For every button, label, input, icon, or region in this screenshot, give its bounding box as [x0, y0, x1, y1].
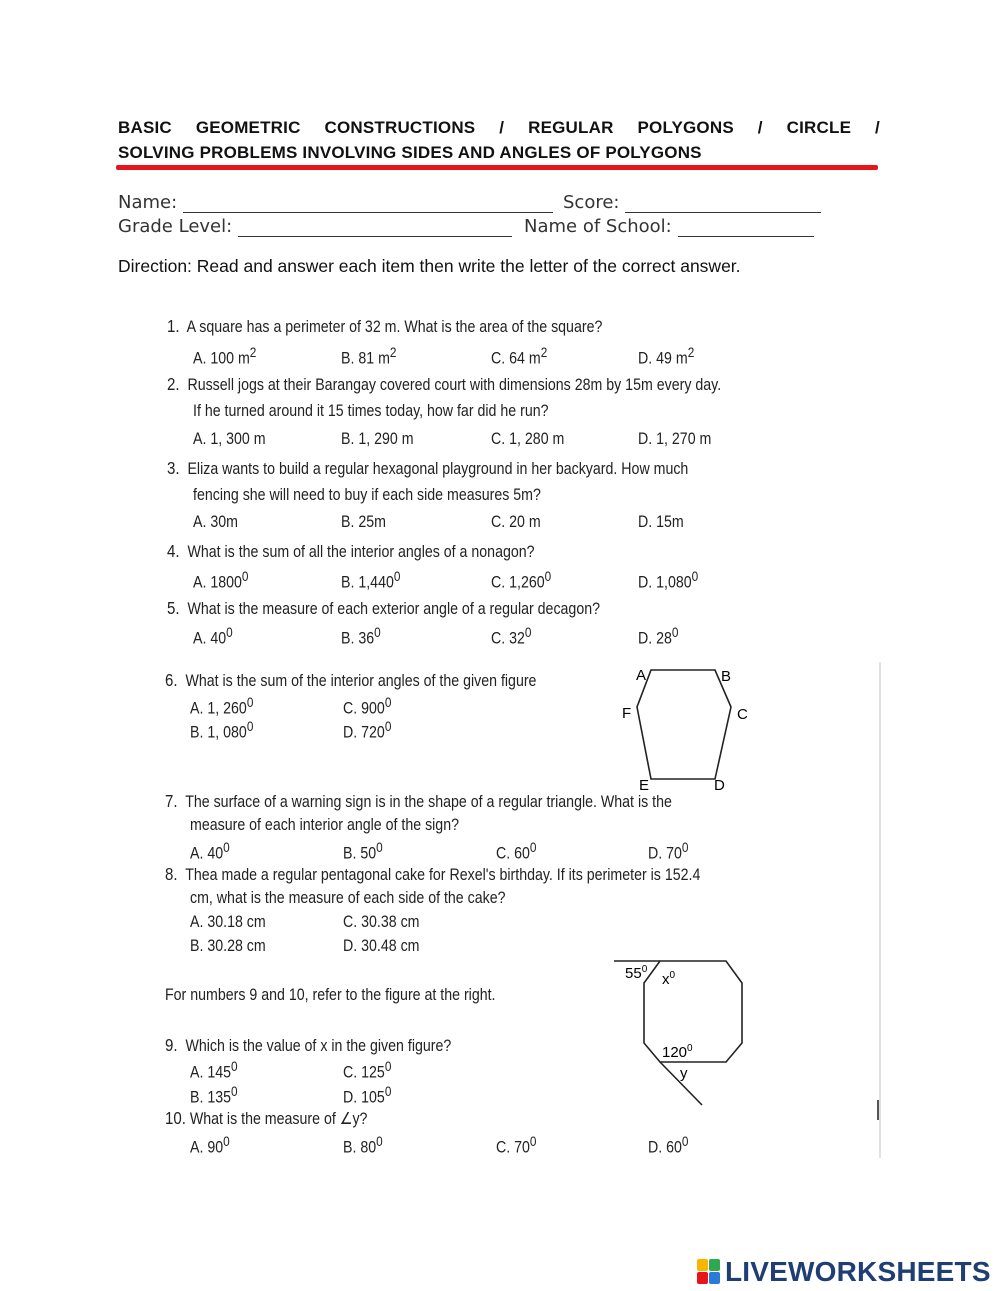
question-1: 1. A square has a perimeter of 32 m. What is the area of the square?	[167, 316, 603, 336]
question-7: 7. The surface of a warning sign is in the shape of a regular triangle. What is the	[165, 791, 672, 811]
hex-label-b: B	[721, 668, 732, 685]
title-underline	[116, 165, 878, 170]
name-field	[118, 192, 553, 213]
logo-blocks-icon	[697, 1259, 721, 1285]
q10-option-b[interactable]: B. $80^0$	[343, 1134, 383, 1157]
q8-option-d[interactable]: D. 30.48 cm	[343, 937, 420, 955]
q10-option-a[interactable]: A. $90^0$	[190, 1134, 230, 1157]
score-label: Score:	[563, 192, 620, 213]
liveworksheets-logo[interactable]	[697, 1256, 991, 1288]
logo-text: LIVEWORKSHEETS	[725, 1256, 991, 1287]
octagon-figure	[612, 955, 752, 1110]
question-5: 5. What is the measure of each exterior angle of a regular decagon?	[167, 598, 600, 618]
q5-option-a[interactable]: A. $40^0$	[193, 625, 233, 648]
q4-option-a[interactable]: A. 1800$^0$	[193, 569, 249, 592]
angle-120-label: $120^0$	[662, 1043, 693, 1061]
hexagon-shape	[637, 670, 731, 779]
q7-option-c[interactable]: C. $60^0$	[496, 840, 537, 863]
q3-option-a[interactable]: A. 30m	[193, 513, 238, 531]
q2-option-a[interactable]: A. 1, 300 m	[193, 430, 266, 448]
question-2: 2. Russell jogs at their Barangay covered court with dimensions 28m by 15m every day.	[167, 374, 722, 394]
q7-option-d[interactable]: D. $70^0$	[648, 840, 689, 863]
title-line-1: BASIC GEOMETRIC CONSTRUCTIONS / REGULAR POLYGONS / CIRCLE /	[118, 118, 880, 137]
q3-option-b[interactable]: B. 25m	[341, 513, 386, 531]
grade-level-label: Grade Level:	[118, 216, 233, 237]
title-line-2: SOLVING PROBLEMS INVOLVING SIDES AND ANGLES OF POLYGONS	[118, 143, 702, 162]
q4-option-b[interactable]: B. 1,440$^0$	[341, 569, 401, 592]
q9-option-c[interactable]: C. $125^0$	[343, 1059, 392, 1082]
question-8: 8. Thea made a regular pentagonal cake for Rexel's birthday. If its perimeter is 152.4	[165, 864, 701, 884]
q7-option-a[interactable]: A. $40^0$	[190, 840, 230, 863]
hex-label-f: F	[622, 705, 632, 722]
q1-option-d[interactable]: D. 49 $m^2$	[638, 345, 695, 368]
q5-option-d[interactable]: D. $28^0$	[638, 625, 679, 648]
question-7-line-2: measure of each interior angle of the sign?	[190, 816, 459, 834]
question-3-line-2: fencing she will need to buy if each side measures 5m?	[193, 486, 541, 504]
q3-option-c[interactable]: C. 20 m	[491, 513, 541, 531]
q7-option-b[interactable]: B. $50^0$	[343, 840, 383, 863]
score-field	[563, 192, 821, 213]
q9-option-a[interactable]: A. $145^0$	[190, 1059, 238, 1082]
q8-option-b[interactable]: B. 30.28 cm	[190, 937, 266, 955]
grade-level-field	[118, 216, 512, 237]
q8-option-a[interactable]: A. 30.18 cm	[190, 913, 266, 931]
q5-option-c[interactable]: C. $32^0$	[491, 625, 532, 648]
score-blank[interactable]	[625, 194, 821, 213]
octagon-shape	[644, 961, 742, 1062]
name-label: Name:	[118, 192, 178, 213]
q6-option-d[interactable]: D. $720^0$	[343, 719, 392, 742]
angle-55-label: $55^0$	[625, 964, 648, 982]
hex-label-e: E	[639, 777, 650, 794]
hex-label-a: A	[636, 667, 647, 684]
question-8-line-2: cm, what is the measure of each side of the cake?	[190, 889, 506, 907]
angle-x-label: $x^0$	[662, 970, 676, 988]
q2-option-b[interactable]: B. 1, 290 m	[341, 430, 414, 448]
q6-option-c[interactable]: C. $900^0$	[343, 695, 392, 718]
question-10: 10. What is the measure of ∠y?	[165, 1108, 368, 1128]
question-3: 3. Eliza wants to build a regular hexagonal playground in her backyard. How much	[167, 458, 689, 478]
q1-option-a[interactable]: A. 100 $m^2$	[193, 345, 257, 368]
question-9: 9. Which is the value of x in the given figure?	[165, 1035, 452, 1055]
refer-note: For numbers 9 and 10, refer to the figure at the right.	[165, 986, 496, 1004]
direction-text: Direction: Read and answer each item then write the letter of the correct answer.	[118, 256, 741, 276]
grade-level-blank[interactable]	[238, 218, 512, 237]
page-edge-mark	[877, 1100, 879, 1120]
q2-option-d[interactable]: D. 1, 270 m	[638, 430, 712, 448]
q9-option-d[interactable]: D. $105^0$	[343, 1084, 392, 1107]
school-blank[interactable]	[678, 218, 814, 237]
school-label: Name of School:	[524, 216, 672, 237]
q6-option-a[interactable]: A. 1, $260^0$	[190, 695, 254, 718]
school-field	[524, 216, 814, 237]
q6-option-b[interactable]: B. 1, $080^0$	[190, 719, 254, 742]
q8-option-c[interactable]: C. 30.38 cm	[343, 913, 420, 931]
page-edge-line	[879, 662, 881, 1158]
hexagon-figure	[612, 662, 762, 797]
question-4: 4. What is the sum of all the interior angles of a nonagon?	[167, 541, 535, 561]
angle-y-label: y	[680, 1065, 688, 1082]
q5-option-b[interactable]: B. $36^0$	[341, 625, 381, 648]
q10-option-d[interactable]: D. $60^0$	[648, 1134, 689, 1157]
name-blank[interactable]	[183, 194, 553, 213]
q3-option-d[interactable]: D. 15m	[638, 513, 684, 531]
hex-label-c: C	[737, 706, 748, 723]
q4-option-c[interactable]: C. 1,260$^0$	[491, 569, 552, 592]
hex-label-d: D	[714, 777, 725, 794]
q1-option-b[interactable]: B. 81 $m^2$	[341, 345, 397, 368]
q9-option-b[interactable]: B. $135^0$	[190, 1084, 238, 1107]
q10-option-c[interactable]: C. $70^0$	[496, 1134, 537, 1157]
q1-option-c[interactable]: C. 64 $m^2$	[491, 345, 548, 368]
q2-option-c[interactable]: C. 1, 280 m	[491, 430, 565, 448]
question-6: 6. What is the sum of the interior angles of the given figure	[165, 670, 537, 690]
q4-option-d[interactable]: D. 1,080$^0$	[638, 569, 699, 592]
question-2-line-2: If he turned around it 15 times today, how far did he run?	[193, 402, 549, 420]
